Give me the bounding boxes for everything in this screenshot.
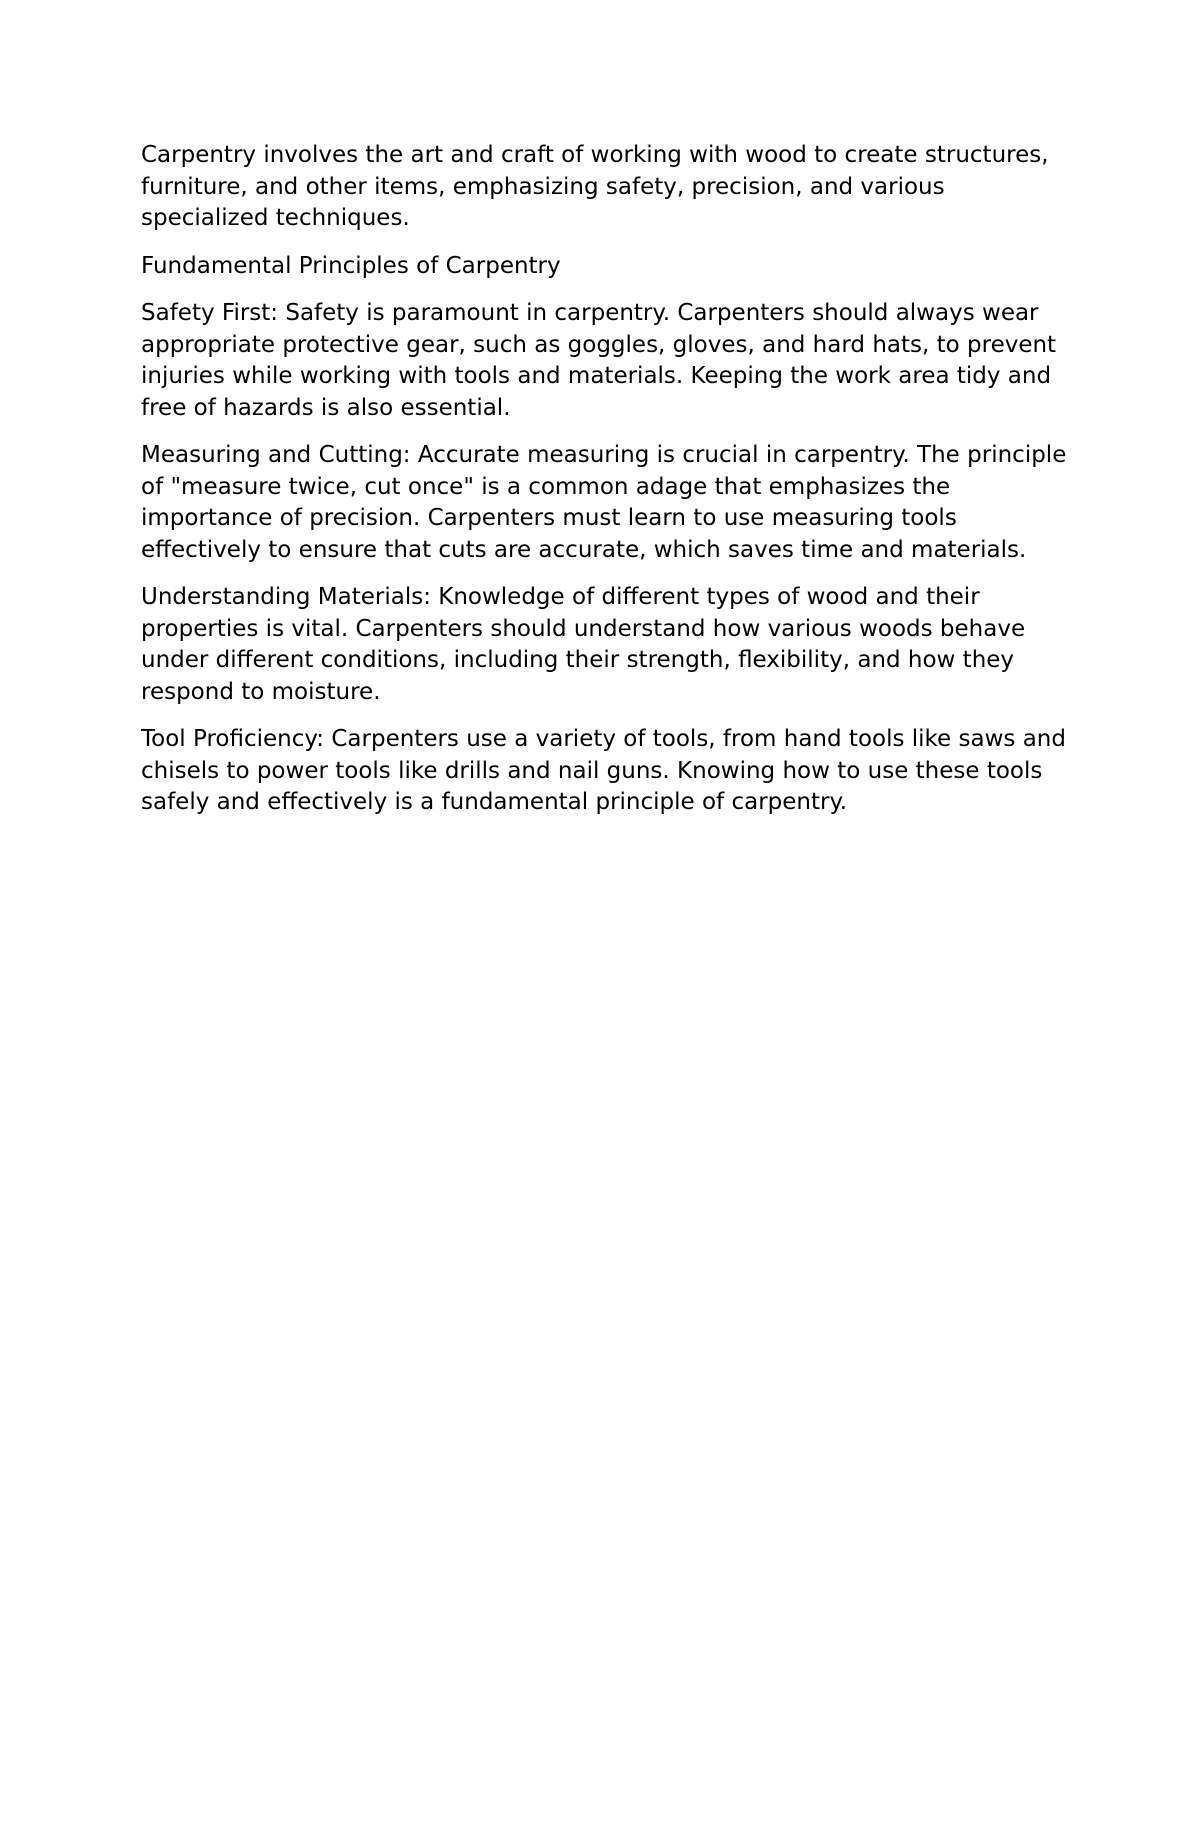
intro-paragraph: Carpentry involves the art and craft of working with wood to create structures, furniture, and other items, emphasizing safety, precision, and various specialized techniques. <box>141 142 1049 231</box>
paragraph-understanding-materials: Understanding Materials: Knowledge of different types of wood and their properties is vital. Carpenters should understand how various woods behave under different conditions, including their strength, flexibility, and how they respond to moisture. <box>141 584 1026 705</box>
document-body <box>141 140 1071 835</box>
paragraph-measuring-cutting: Measuring and Cutting: Accurate measuring is crucial in carpentry. The principle of "measure twice, cut once" is a common adage that emphasizes the importance of precision. Carpenters must learn to use measuring tools effectively to ensure that cuts are accurate, which saves time and materials. <box>141 442 1067 563</box>
paragraph-safety-first: Safety First: Safety is paramount in carpentry. Carpenters should always wear appropriate protective gear, such as goggles, gloves, and hard hats, to prevent injuries while working with tools and materials. Keeping the work area tidy and free of hazards is also essential. <box>141 300 1057 421</box>
section-heading: Fundamental Principles of Carpentry <box>141 252 561 279</box>
paragraph-tool-proficiency: Tool Proficiency: Carpenters use a variety of tools, from hand tools like saws and chisels to power tools like drills and nail guns. Knowing how to use these tools safely and effectively is a fundamental principle of carpentry. <box>141 726 1066 815</box>
